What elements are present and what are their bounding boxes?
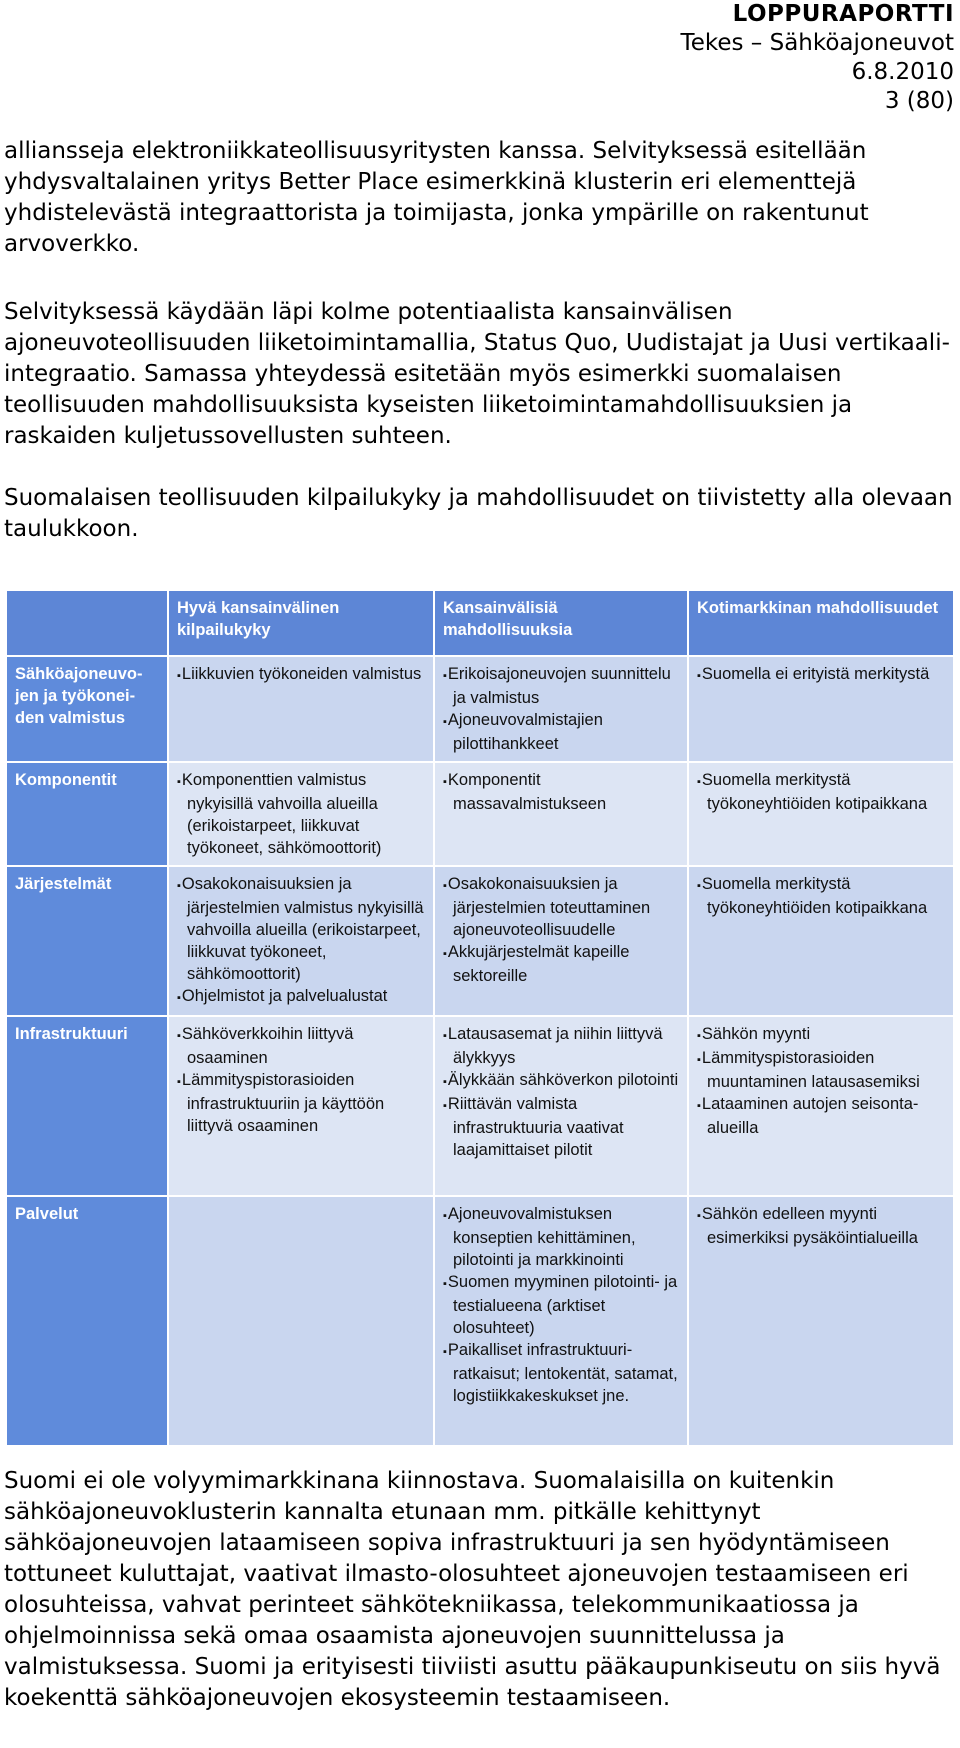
list-item: ▪ Erikoisajoneuvojen suunnittelu ja valmistus bbox=[443, 663, 679, 709]
row-header-cell: Komponentit bbox=[6, 762, 168, 866]
header-date: 6.8.2010 bbox=[851, 59, 954, 85]
header-cell-corner bbox=[6, 590, 168, 656]
header-page-number: 3 (80) bbox=[884, 88, 954, 114]
list-item: ▪ Ajoneuvovalmistuksen konseptien kehittäminen, pilotointi ja markkinointi bbox=[443, 1203, 679, 1271]
row-header-cell: Infrastruktuuri bbox=[6, 1016, 168, 1196]
list-item: ▪ Osakokonaisuuksien ja järjestelmien toteuttaminen ajoneuvoteollisuudelle bbox=[443, 873, 679, 941]
table-cell bbox=[688, 762, 954, 866]
row-header-cell: Järjestelmät bbox=[6, 866, 168, 1016]
list-item: ▪ Akkujärjestelmät kapeille sektoreille bbox=[443, 941, 679, 987]
table-cell bbox=[434, 1196, 688, 1446]
list-item: ▪ Suomen myyminen pilotointi- ja testialueena (arktiset olosuhteet) bbox=[443, 1271, 679, 1339]
row-header-cell: Sähköajoneuvo-jen ja työkonei-den valmistus bbox=[6, 656, 168, 762]
list-item: ▪ Sähkön edelleen myynti esimerkiksi pysäköintialueilla bbox=[697, 1203, 945, 1249]
table-cell bbox=[688, 656, 954, 762]
table-cell bbox=[168, 1016, 434, 1196]
list-item: ▪ Ajoneuvovalmistajien pilottihankkeet bbox=[443, 709, 679, 755]
list-item: ▪ Älykkään sähköverkon pilotointi bbox=[443, 1069, 679, 1093]
header-cell-domestic: Kotimarkkinan mahdollisuudet bbox=[688, 590, 954, 656]
table-cell bbox=[434, 1016, 688, 1196]
table-cell bbox=[434, 762, 688, 866]
table-cell bbox=[688, 1196, 954, 1446]
list-item: ▪ Paikalliset infrastruktuuri-ratkaisut; lentokentät, satamat, logistiikkakeskukset jne. bbox=[443, 1339, 679, 1407]
paragraph-conclusion: Suomi ei ole volyymimarkkinana kiinnostava. Suomalaisilla on kuitenkin sähköajoneuvoklusterin kannalta etunaan mm. pitkälle kehittynyt sähköajoneuvojen lataamiseen sopiva infrastruktuuri ja sen hyödyntämiseen tottuneet kuluttajat, vaativat ilmasto-olosuhteet ajoneuvojen testaamiseen eri olosuhteissa, vahvat perinteet sähkötekniikassa, telekommunikaatiossa ja ohjelmoinnissa sekä omaa osaamista ajoneuvojen suunnittelussa ja valmistuksessa. Suomi ja erityisesti tiiviisti asuttu pääkaupunkiseutu on siis hyvä koekenttä sähköajoneuvojen ekosysteemin testaamiseen. bbox=[4, 1468, 941, 1711]
table-row bbox=[6, 866, 954, 1016]
header-cell-international: Kansainvälisiä mahdollisuuksia bbox=[434, 590, 688, 656]
table-header-row bbox=[6, 590, 954, 656]
row-header-cell: Palvelut bbox=[6, 1196, 168, 1446]
table-row bbox=[6, 1016, 954, 1196]
list-item: ▪ Sähköverkkoihin liittyvä osaaminen bbox=[177, 1023, 425, 1069]
list-item: ▪ Lämmityspistorasioiden muuntaminen latausasemiksi bbox=[697, 1047, 945, 1093]
table-cell bbox=[688, 866, 954, 1016]
list-item: ▪ Lämmityspistorasioiden infrastruktuuriin ja käyttöön liittyvä osaaminen bbox=[177, 1069, 425, 1137]
header-cell-competitiveness: Hyvä kansainvälinen kilpailukyky bbox=[168, 590, 434, 656]
competitiveness-table bbox=[5, 589, 955, 1447]
list-item: ▪ Suomella merkitystä työkoneyhtiöiden kotipaikkana bbox=[697, 769, 945, 815]
table-cell bbox=[688, 1016, 954, 1196]
list-item: ▪ Osakokonaisuuksien ja järjestelmien valmistus nykyisillä vahvoilla alueilla (erikoistarpeet, liikkuvat työkoneet, sähkömoottorit) bbox=[177, 873, 425, 985]
list-item: ▪ Sähkön myynti bbox=[697, 1023, 945, 1047]
list-item: ▪ Liikkuvien työkoneiden valmistus bbox=[177, 663, 425, 687]
table-cell bbox=[168, 866, 434, 1016]
list-item: ▪ Suomella merkitystä työkoneyhtiöiden kotipaikkana bbox=[697, 873, 945, 919]
table-cell bbox=[168, 762, 434, 866]
table-cell bbox=[434, 866, 688, 1016]
report-title: LOPPURAPORTTI bbox=[732, 1, 954, 27]
table-row bbox=[6, 1196, 954, 1446]
list-item: ▪ Suomella ei erityistä merkitystä bbox=[697, 663, 945, 687]
list-item: ▪ Latausasemat ja niihin liittyvä älykkyys bbox=[443, 1023, 679, 1069]
table-row bbox=[6, 762, 954, 866]
table-cell bbox=[168, 656, 434, 762]
table-cell bbox=[434, 656, 688, 762]
paragraph-business-models: Selvityksessä käydään läpi kolme potentiaalista kansainvälisen ajoneuvoteollisuuden liiketoimintamallia, Status Quo, Uudistajat ja Uusi vertikaali-integraatio. Samassa yhteydessä esitetään myös esimerkki suomalaisen teollisuuden mahdollisuuksista kyseisten liiketoimintamahdollisuuksien ja raskaiden kuljetussovellusten suhteen. bbox=[4, 299, 950, 449]
list-item: ▪ Ohjelmistot ja palvelualustat bbox=[177, 985, 425, 1009]
list-item: ▪ Riittävän valmista infrastruktuuria vaativat laajamittaiset pilotit bbox=[443, 1093, 679, 1161]
header-org: Tekes – Sähköajoneuvot bbox=[680, 30, 954, 56]
table-row bbox=[6, 656, 954, 762]
paragraph-intro: alliansseja elektroniikkateollisuusyritysten kanssa. Selvityksessä esitellään yhdysvaltalainen yritys Better Place esimerkkinä klusterin eri elementtejä yhdistelevästä integraattorista ja toimijasta, jonka ympärille on rakentunut arvoverkko. bbox=[4, 138, 869, 257]
table-cell bbox=[168, 1196, 434, 1446]
paragraph-table-intro: Suomalaisen teollisuuden kilpailukyky ja mahdollisuudet on tiivistetty alla olevaan taulukkoon. bbox=[4, 485, 953, 542]
list-item: ▪ Lataaminen autojen seisonta-alueilla bbox=[697, 1093, 945, 1139]
page-header bbox=[681, 0, 954, 116]
list-item: ▪ Komponentit massavalmistukseen bbox=[443, 769, 679, 815]
list-item: ▪ Komponenttien valmistus nykyisillä vahvoilla alueilla (erikoistarpeet, liikkuvat työkoneet, sähkömoottorit) bbox=[177, 769, 425, 859]
